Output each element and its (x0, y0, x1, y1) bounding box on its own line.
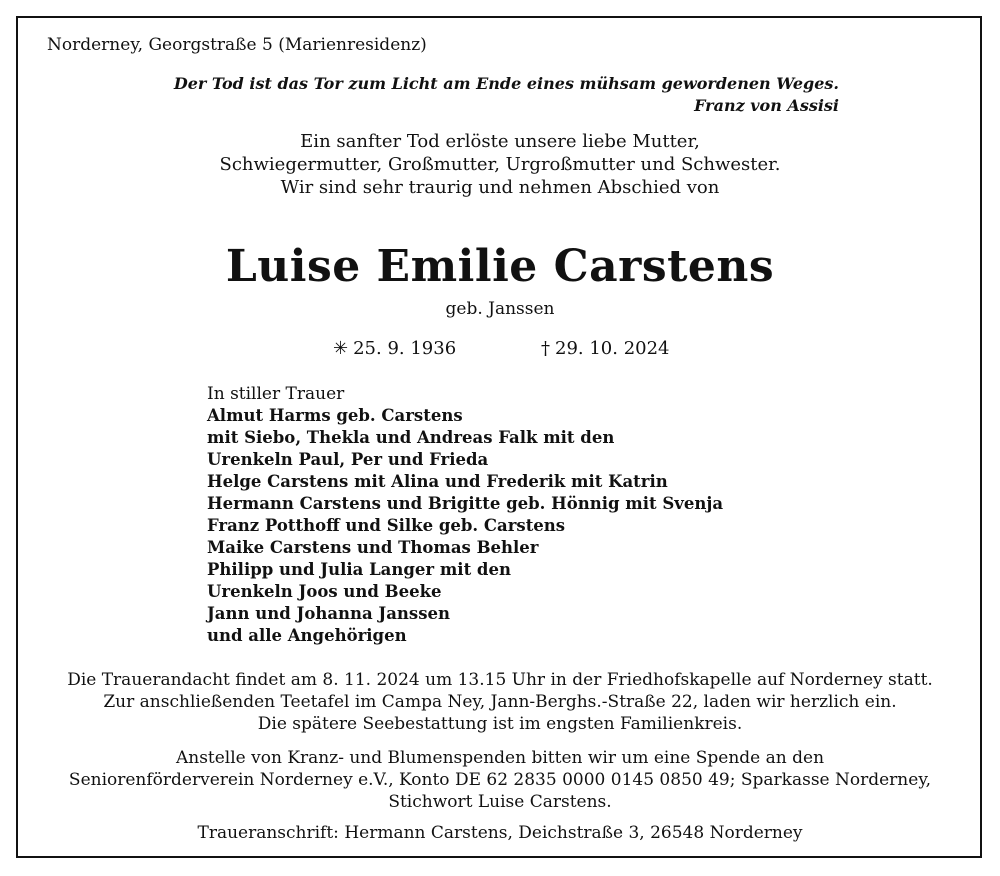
mourners-label: In stiller Trauer (207, 384, 345, 404)
birth-name: geb. Janssen (445, 299, 555, 319)
mourner-line: Maike Carstens und Thomas Behler (207, 538, 539, 557)
donation-info (0, 747, 1000, 813)
mourning-address: Traueranschrift: Hermann Carstens, Deichstraße 3, 26548 Norderney (197, 823, 803, 843)
mourner-line: Franz Potthoff und Silke geb. Carstens (207, 516, 566, 535)
donation-line: Anstelle von Kranz- und Blumenspenden bitten wir um eine Spende an den (175, 748, 825, 768)
birth-date: 25. 9. 1936 (353, 338, 457, 359)
service-line: Die Trauerandacht findet am 8. 11. 2024 um 13.15 Uhr in der Friedhofskapelle auf Norderney statt. (67, 670, 933, 690)
deceased-name: Luise Emilie Carstens (225, 241, 775, 292)
intro-text (0, 130, 1000, 199)
service-line: Die spätere Seebestattung ist im engsten Familienkreis. (257, 714, 743, 734)
donation-line: Stichwort Luise Carstens. (388, 792, 612, 812)
birth-date-block (333, 338, 456, 360)
mourner-line: und alle Angehörigen (207, 626, 407, 645)
motto-block (174, 73, 839, 117)
intro-line: Schwiegermutter, Großmutter, Urgroßmutter und Schwester. (219, 154, 781, 175)
death-date-block (541, 338, 670, 360)
mourner-line: Hermann Carstens und Brigitte geb. Hönnig mit Svenja (207, 494, 724, 513)
mourner-line: Almut Harms geb. Carstens (207, 406, 463, 425)
mourner-line: Helge Carstens mit Alina und Frederik mit Katrin (207, 472, 668, 491)
mourner-line: Urenkeln Paul, Per und Frieda (207, 450, 489, 469)
mourners-list (207, 405, 723, 647)
death-date: 29. 10. 2024 (555, 338, 670, 359)
mourner-line: Philipp und Julia Langer mit den (207, 560, 511, 579)
residence-address: Norderney, Georgstraße 5 (Marienresidenz) (47, 35, 427, 55)
mourner-line: Urenkeln Joos und Beeke (207, 582, 442, 601)
motto-quote: Der Tod ist das Tor zum Licht am Ende eines mühsam gewordenen Weges. (173, 74, 839, 93)
service-line: Zur anschließenden Teetafel im Campa Ney, Jann-Berghs.-Straße 22, laden wir herzlich ein. (103, 692, 897, 712)
birth-star-icon: ✳ (333, 338, 349, 359)
death-cross-icon: † (541, 338, 550, 359)
intro-line: Ein sanfter Tod erlöste unsere liebe Mutter, (300, 131, 700, 152)
intro-line: Wir sind sehr traurig und nehmen Abschied von (280, 177, 720, 198)
mourner-line: Jann und Johanna Janssen (207, 604, 451, 623)
service-info (0, 669, 1000, 735)
donation-line: Seniorenförderverein Norderney e.V., Konto DE 62 2835 0000 0145 0850 49; Sparkasse Norderney, (68, 770, 932, 790)
mourner-line: mit Siebo, Thekla und Andreas Falk mit den (207, 428, 615, 447)
motto-author: Franz von Assisi (694, 96, 839, 115)
